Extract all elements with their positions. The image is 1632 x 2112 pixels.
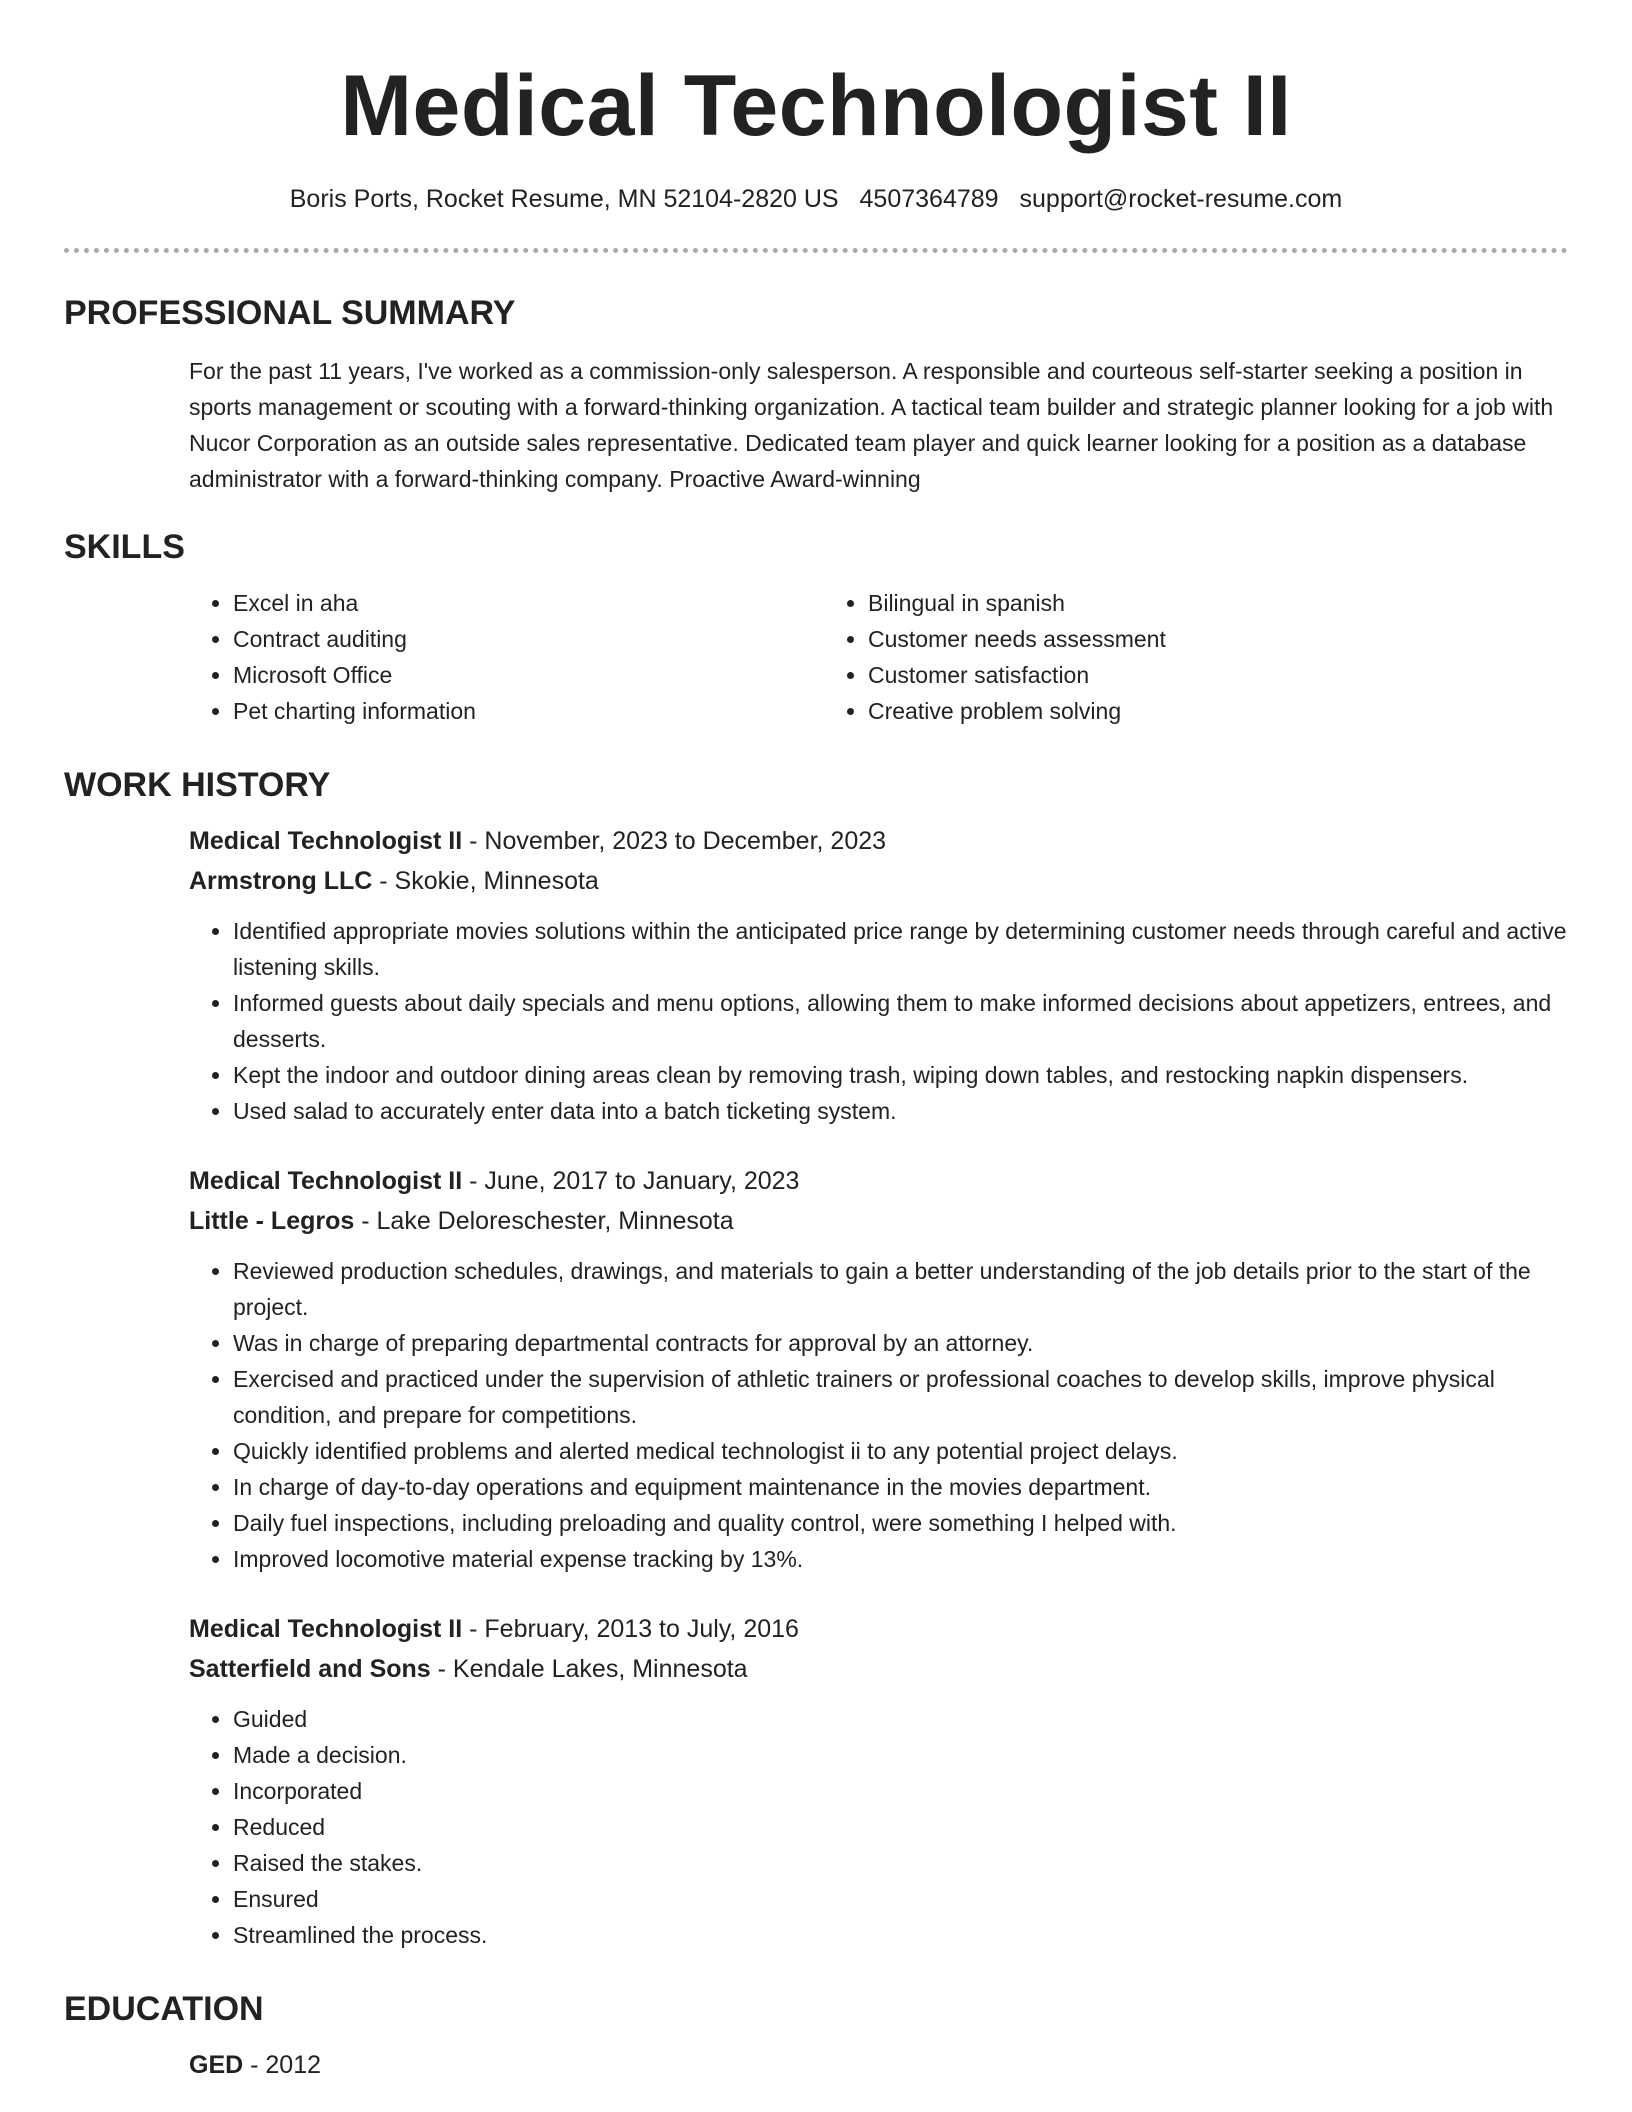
job-bullet: • Kept the indoor and outdoor dining areas clean by removing trash, wiping down tables, and restocking napkin dispensers. — [233, 1057, 1568, 1093]
job-title: Medical Technologist II — [189, 1615, 463, 1643]
job-title-line — [189, 821, 1568, 861]
contact-phone: 4507364789 — [859, 185, 999, 213]
section-title-work-history: WORK HISTORY — [64, 766, 331, 804]
job-bullet: • Daily fuel inspections, including preloading and quality control, were something I helped with. — [233, 1505, 1568, 1541]
skills-column-right — [824, 585, 1459, 729]
job-company-line — [189, 1201, 1568, 1241]
header-divider — [64, 248, 1568, 253]
job-location: - Kendale Lakes, Minnesota — [430, 1655, 748, 1683]
job-title-line — [189, 1161, 1568, 1201]
job-dates: - November, 2023 to December, 2023 — [462, 827, 887, 855]
job-dates: - February, 2013 to July, 2016 — [462, 1615, 799, 1643]
job-bullet: • Incorporated — [233, 1773, 1568, 1809]
section-title-summary: PROFESSIONAL SUMMARY — [64, 294, 516, 332]
job-company: Little - Legros — [189, 1207, 355, 1235]
education-year: - 2012 — [243, 2051, 322, 2079]
job-bullet: • Improved locomotive material expense tracking by 13%. — [233, 1541, 1568, 1577]
job-bullet: • Exercised and practiced under the supervision of athletic trainers or professional coaches to develop skills, improve physical condition, and prepare for competitions. — [233, 1361, 1568, 1433]
skill-item: • Customer needs assessment — [868, 621, 1459, 657]
job-entry — [189, 821, 1568, 1129]
education-degree: GED — [189, 2051, 244, 2079]
skill-item: • Creative problem solving — [868, 693, 1459, 729]
job-bullet: • Used salad to accurately enter data into a batch ticketing system. — [233, 1093, 1568, 1129]
skills-list — [189, 585, 1568, 729]
job-bullet: • In charge of day-to-day operations and equipment maintenance in the movies department. — [233, 1469, 1568, 1505]
skill-item: • Pet charting information — [233, 693, 824, 729]
job-entry — [189, 1161, 1568, 1577]
skills-column-left — [189, 585, 824, 729]
job-bullet: • Raised the stakes. — [233, 1845, 1568, 1881]
job-company: Satterfield and Sons — [189, 1655, 431, 1683]
job-title: Medical Technologist II — [189, 1167, 463, 1195]
job-bullet: • Guided — [233, 1701, 1568, 1737]
job-bullet: • Quickly identified problems and alerted medical technologist ii to any potential project delays. — [233, 1433, 1568, 1469]
job-company: Armstrong LLC — [189, 867, 373, 895]
contact-address: Boris Ports, Rocket Resume, MN 52104-2820 US — [289, 185, 839, 213]
job-bullet: • Reduced — [233, 1809, 1568, 1845]
section-title-skills: SKILLS — [64, 528, 185, 566]
job-location: - Skokie, Minnesota — [372, 867, 599, 895]
job-entry — [189, 1609, 1568, 1953]
job-bullet: • Was in charge of preparing departmental contracts for approval by an attorney. — [233, 1325, 1568, 1361]
job-bullet: • Streamlined the process. — [233, 1917, 1568, 1953]
education-entry — [189, 2045, 1568, 2085]
job-title-line — [189, 1609, 1568, 1649]
job-bullet: • Reviewed production schedules, drawings, and materials to gain a better understanding of the job details prior to the start of the project. — [233, 1253, 1568, 1325]
job-bullet: • Informed guests about daily specials and menu options, allowing them to make informed decisions about appetizers, entrees, and desserts. — [233, 985, 1568, 1057]
job-bullet: • Identified appropriate movies solutions within the anticipated price range by determining customer needs through careful and active listening skills. — [233, 913, 1568, 985]
job-company-line — [189, 1649, 1568, 1689]
job-company-line — [189, 861, 1568, 901]
job-bullets — [189, 1253, 1568, 1577]
job-title: Medical Technologist II — [189, 827, 463, 855]
contact-line — [64, 184, 1568, 214]
job-bullet: • Made a decision. — [233, 1737, 1568, 1773]
section-title-education: EDUCATION — [64, 1990, 264, 2028]
job-bullets — [189, 1701, 1568, 1953]
skill-item: • Microsoft Office — [233, 657, 824, 693]
job-dates: - June, 2017 to January, 2023 — [462, 1167, 800, 1195]
page-title: Medical Technologist II — [340, 58, 1292, 154]
summary-text: For the past 11 years, I've worked as a commission-only salesperson. A responsible and courteous self-starter seeking a position in sports management or scouting with a forward-thinking organization. A tactical team builder and strategic planner looking for a job with Nucor Corporation as an outside sales representative. Dedicated team player and quick learner looking for a position as a database administrator with a forward-thinking company. Proactive Award-winning — [189, 358, 1554, 492]
job-location: - Lake Deloreschester, Minnesota — [354, 1207, 734, 1235]
contact-email: support@rocket-resume.com — [1019, 185, 1343, 213]
skill-item: • Excel in aha — [233, 585, 824, 621]
skill-item: • Bilingual in spanish — [868, 585, 1459, 621]
job-bullet: • Ensured — [233, 1881, 1568, 1917]
job-bullets — [189, 913, 1568, 1129]
skill-item: • Contract auditing — [233, 621, 824, 657]
skill-item: • Customer satisfaction — [868, 657, 1459, 693]
